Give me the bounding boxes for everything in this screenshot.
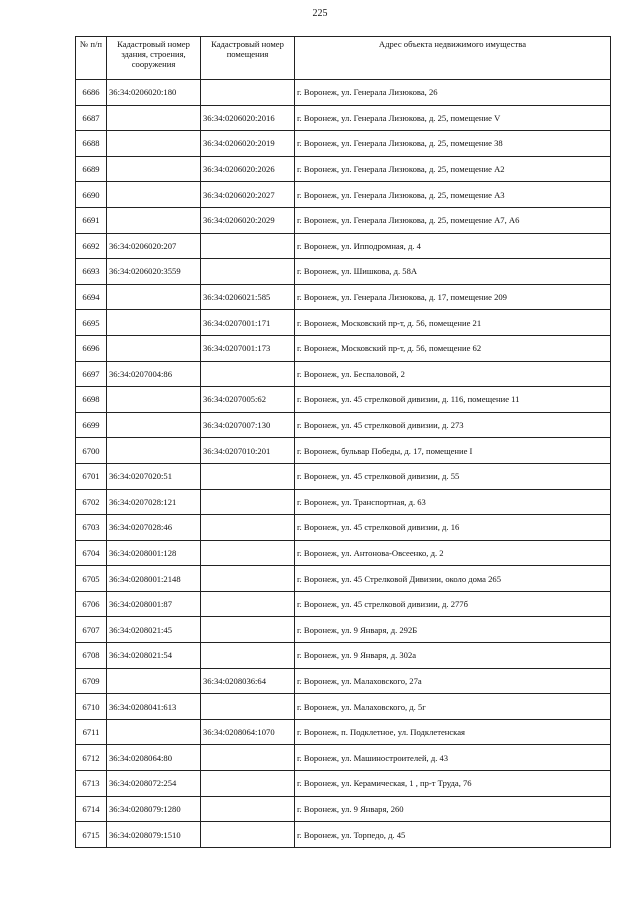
cell-num: 6699	[76, 412, 107, 438]
cell-premises-cadastral	[201, 361, 295, 387]
cell-building-cadastral	[107, 438, 201, 464]
cell-address: г. Воронеж, ул. Генерала Лизюкова, д. 25, помещение А7, А6	[295, 207, 611, 233]
cell-building-cadastral: 36:34:0206020:180	[107, 80, 201, 106]
cell-premises-cadastral	[201, 515, 295, 541]
cell-num: 6688	[76, 131, 107, 157]
cell-premises-cadastral	[201, 694, 295, 720]
cell-address: г. Воронеж, Московский пр-т, д. 56, помещение 62	[295, 335, 611, 361]
table-row	[76, 105, 611, 131]
cell-num: 6700	[76, 438, 107, 464]
table-row	[76, 284, 611, 310]
cell-num: 6692	[76, 233, 107, 259]
cell-premises-cadastral: 36:34:0207001:173	[201, 335, 295, 361]
table-row	[76, 259, 611, 285]
table-row	[76, 182, 611, 208]
cell-premises-cadastral: 36:34:0207001:171	[201, 310, 295, 336]
cell-building-cadastral	[107, 156, 201, 182]
cell-num: 6709	[76, 668, 107, 694]
cell-address: г. Воронеж, ул. 45 стрелковой дивизии, д. 277б	[295, 591, 611, 617]
cell-building-cadastral: 36:34:0207004:86	[107, 361, 201, 387]
cell-address: г. Воронеж, ул. 45 стрелковой дивизии, д. 55	[295, 463, 611, 489]
cell-building-cadastral	[107, 284, 201, 310]
cell-building-cadastral: 36:34:0207028:121	[107, 489, 201, 515]
cell-building-cadastral: 36:34:0207028:46	[107, 515, 201, 541]
cell-building-cadastral: 36:34:0208072:254	[107, 771, 201, 797]
table-row	[76, 515, 611, 541]
cell-premises-cadastral	[201, 771, 295, 797]
cell-address: г. Воронеж, ул. Генерала Лизюкова, д. 25, помещение А3	[295, 182, 611, 208]
table-row	[76, 745, 611, 771]
header-premises-cadastral: Кадастровый номер помещения	[201, 37, 295, 80]
cell-address: г. Воронеж, ул. Генерала Лизюкова, д. 25, помещение А2	[295, 156, 611, 182]
table-row	[76, 80, 611, 106]
cell-num: 6687	[76, 105, 107, 131]
cell-num: 6698	[76, 387, 107, 413]
cell-num: 6707	[76, 617, 107, 643]
table-row	[76, 540, 611, 566]
cell-premises-cadastral: 36:34:0206021:585	[201, 284, 295, 310]
table-row	[76, 131, 611, 157]
cell-premises-cadastral	[201, 591, 295, 617]
cell-num: 6689	[76, 156, 107, 182]
property-registry-table	[75, 36, 611, 848]
table-row	[76, 387, 611, 413]
table-row	[76, 796, 611, 822]
cell-address: г. Воронеж, ул. 45 стрелковой дивизии, д. 273	[295, 412, 611, 438]
table-row	[76, 643, 611, 669]
cell-building-cadastral	[107, 105, 201, 131]
cell-premises-cadastral: 36:34:0206020:2016	[201, 105, 295, 131]
header-building-cadastral: Кадастровый номер здания, строения, сооружения	[107, 37, 201, 80]
cell-premises-cadastral: 36:34:0206020:2026	[201, 156, 295, 182]
table-row	[76, 412, 611, 438]
cell-num: 6701	[76, 463, 107, 489]
cell-num: 6702	[76, 489, 107, 515]
cell-building-cadastral	[107, 387, 201, 413]
table-row	[76, 207, 611, 233]
cell-address: г. Воронеж, ул. Малаховского, д. 5г	[295, 694, 611, 720]
cell-address: г. Воронеж, ул. Малаховского, 27а	[295, 668, 611, 694]
cell-num: 6696	[76, 335, 107, 361]
cell-address: г. Воронеж, Московский пр-т, д. 56, помещение 21	[295, 310, 611, 336]
cell-address: г. Воронеж, ул. Шишкова, д. 58А	[295, 259, 611, 285]
cell-building-cadastral: 36:34:0208079:1510	[107, 822, 201, 848]
cell-num: 6694	[76, 284, 107, 310]
cell-num: 6695	[76, 310, 107, 336]
cell-building-cadastral: 36:34:0208021:45	[107, 617, 201, 643]
cell-premises-cadastral	[201, 233, 295, 259]
cell-building-cadastral: 36:34:0208001:128	[107, 540, 201, 566]
cell-premises-cadastral: 36:34:0206020:2019	[201, 131, 295, 157]
cell-num: 6710	[76, 694, 107, 720]
cell-address: г. Воронеж, ул. Антонова-Овсеенко, д. 2	[295, 540, 611, 566]
cell-address: г. Воронеж, ул. Беспаловой, 2	[295, 361, 611, 387]
table-body	[76, 80, 611, 848]
table-row	[76, 719, 611, 745]
cell-building-cadastral: 36:34:0208001:2148	[107, 566, 201, 592]
cell-address: г. Воронеж, ул. 45 стрелковой дивизии, д. 16	[295, 515, 611, 541]
table-row	[76, 361, 611, 387]
cell-building-cadastral: 36:34:0208064:80	[107, 745, 201, 771]
cell-num: 6693	[76, 259, 107, 285]
page-number: 225	[312, 8, 328, 19]
cell-premises-cadastral	[201, 540, 295, 566]
cell-address: г. Воронеж, ул. 45 Стрелковой Дивизии, около дома 265	[295, 566, 611, 592]
cell-premises-cadastral	[201, 463, 295, 489]
cell-num: 6708	[76, 643, 107, 669]
table-row	[76, 335, 611, 361]
cell-premises-cadastral: 36:34:0206020:2029	[201, 207, 295, 233]
cell-address: г. Воронеж, ул. Ипподромная, д. 4	[295, 233, 611, 259]
cell-premises-cadastral	[201, 745, 295, 771]
cell-address: г. Воронеж, п. Подклетное, ул. Подклетенская	[295, 719, 611, 745]
table-row	[76, 310, 611, 336]
cell-building-cadastral: 36:34:0206020:207	[107, 233, 201, 259]
cell-address: г. Воронеж, ул. Генерала Лизюкова, д. 25, помещение V	[295, 105, 611, 131]
cell-premises-cadastral	[201, 822, 295, 848]
cell-building-cadastral: 36:34:0207020:51	[107, 463, 201, 489]
table-row	[76, 771, 611, 797]
cell-building-cadastral	[107, 131, 201, 157]
cell-num: 6703	[76, 515, 107, 541]
cell-address: г. Воронеж, ул. Торпедо, д. 45	[295, 822, 611, 848]
cell-building-cadastral	[107, 207, 201, 233]
cell-premises-cadastral: 36:34:0208064:1070	[201, 719, 295, 745]
cell-num: 6714	[76, 796, 107, 822]
table-row	[76, 463, 611, 489]
cell-num: 6697	[76, 361, 107, 387]
table-row	[76, 822, 611, 848]
cell-building-cadastral	[107, 335, 201, 361]
cell-address: г. Воронеж, ул. 45 стрелковой дивизии, д. 116, помещение 11	[295, 387, 611, 413]
cell-building-cadastral	[107, 182, 201, 208]
cell-premises-cadastral: 36:34:0207010:201	[201, 438, 295, 464]
cell-premises-cadastral: 36:34:0207007:130	[201, 412, 295, 438]
cell-premises-cadastral	[201, 566, 295, 592]
cell-num: 6691	[76, 207, 107, 233]
cell-premises-cadastral	[201, 796, 295, 822]
header-row	[76, 37, 611, 80]
cell-address: г. Воронеж, ул. 9 Января, д. 292Б	[295, 617, 611, 643]
cell-building-cadastral: 36:34:0208041:613	[107, 694, 201, 720]
cell-address: г. Воронеж, ул. Керамическая, 1 , пр-т Труда, 76	[295, 771, 611, 797]
table-row	[76, 617, 611, 643]
cell-building-cadastral: 36:34:0208079:1280	[107, 796, 201, 822]
cell-num: 6713	[76, 771, 107, 797]
cell-address: г. Воронеж, бульвар Победы, д. 17, помещение I	[295, 438, 611, 464]
cell-address: г. Воронеж, ул. Транспортная, д. 63	[295, 489, 611, 515]
cell-building-cadastral	[107, 310, 201, 336]
cell-num: 6705	[76, 566, 107, 592]
table-row	[76, 668, 611, 694]
header-num: № п/п	[76, 37, 107, 80]
cell-num: 6704	[76, 540, 107, 566]
cell-building-cadastral: 36:34:0208021:54	[107, 643, 201, 669]
cell-premises-cadastral: 36:34:0207005:62	[201, 387, 295, 413]
cell-premises-cadastral	[201, 643, 295, 669]
cell-address: г. Воронеж, ул. Генерала Лизюкова, д. 25, помещение 38	[295, 131, 611, 157]
cell-premises-cadastral: 36:34:0206020:2027	[201, 182, 295, 208]
cell-building-cadastral	[107, 668, 201, 694]
cell-building-cadastral	[107, 719, 201, 745]
cell-premises-cadastral	[201, 617, 295, 643]
table-row	[76, 591, 611, 617]
table-row	[76, 694, 611, 720]
cell-premises-cadastral	[201, 80, 295, 106]
cell-address: г. Воронеж, ул. Генерала Лизюкова, 26	[295, 80, 611, 106]
table-row	[76, 438, 611, 464]
cell-address: г. Воронеж, ул. Генерала Лизюкова, д. 17, помещение 209	[295, 284, 611, 310]
header-address: Адрес объекта недвижимого имущества	[295, 37, 611, 80]
cell-num: 6712	[76, 745, 107, 771]
cell-num: 6686	[76, 80, 107, 106]
cell-building-cadastral: 36:34:0206020:3559	[107, 259, 201, 285]
table-row	[76, 566, 611, 592]
cell-num: 6706	[76, 591, 107, 617]
table-row	[76, 156, 611, 182]
table-row	[76, 233, 611, 259]
cell-premises-cadastral	[201, 259, 295, 285]
cell-num: 6711	[76, 719, 107, 745]
cell-premises-cadastral: 36:34:0208036:64	[201, 668, 295, 694]
cell-address: г. Воронеж, ул. 9 Января, д. 302а	[295, 643, 611, 669]
cell-address: г. Воронеж, ул. Машиностроителей, д. 43	[295, 745, 611, 771]
table-row	[76, 489, 611, 515]
cell-building-cadastral	[107, 412, 201, 438]
cell-building-cadastral: 36:34:0208001:87	[107, 591, 201, 617]
cell-num: 6690	[76, 182, 107, 208]
cell-premises-cadastral	[201, 489, 295, 515]
cell-address: г. Воронеж, ул. 9 Января, 260	[295, 796, 611, 822]
table-header	[76, 37, 611, 80]
cell-num: 6715	[76, 822, 107, 848]
